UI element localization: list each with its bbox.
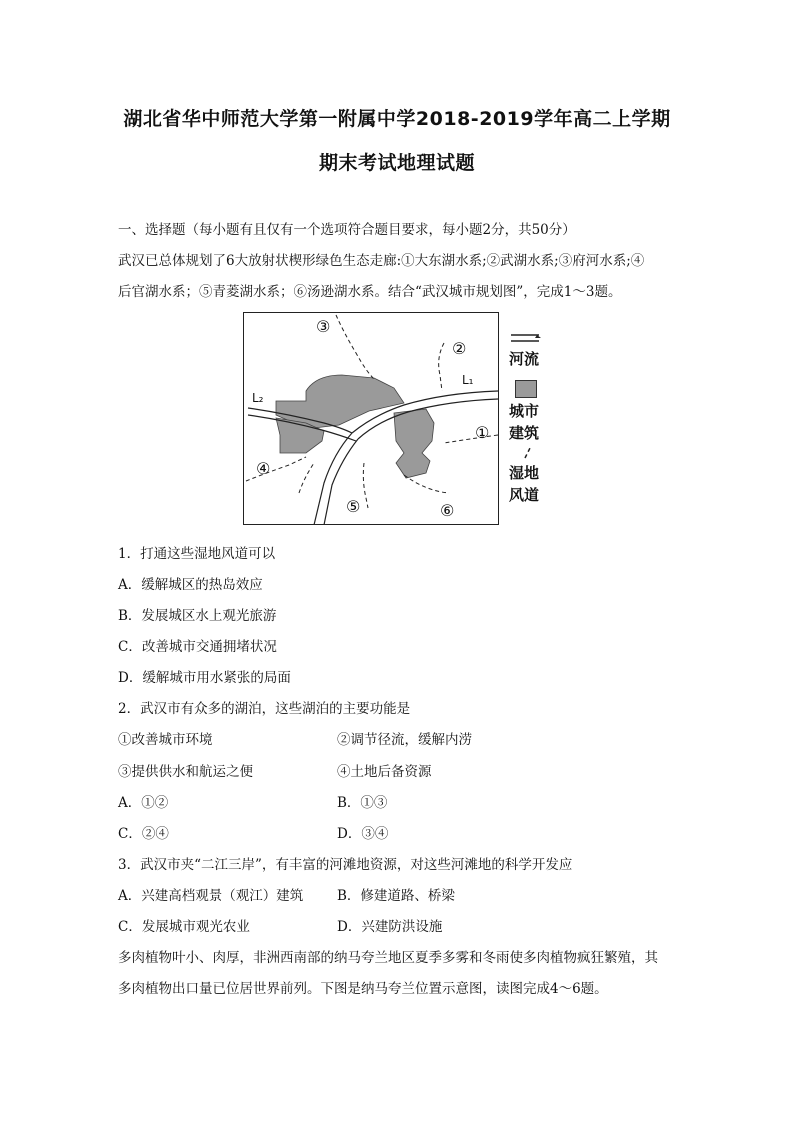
river-label-l2: L₂ bbox=[252, 391, 264, 405]
wuhan-planning-map bbox=[243, 312, 499, 525]
q3-option-b: B．修建道路、桥梁 bbox=[337, 888, 455, 904]
marker-3: ③ bbox=[316, 317, 331, 336]
marker-5: ⑤ bbox=[346, 497, 361, 516]
q2-option-a: A．①② bbox=[118, 795, 169, 811]
q1-option-d: D．缓解城市用水紧张的局面 bbox=[118, 670, 291, 686]
q2-option-c: C．②④ bbox=[118, 826, 169, 842]
city-area-east bbox=[394, 409, 434, 478]
q2-item-2: ②调节径流，缓解内涝 bbox=[337, 732, 472, 748]
legend-corridor-label-1: 湿地 bbox=[509, 464, 540, 482]
passage1-line2: 后官湖水系；⑤青菱湖水系；⑥汤逊湖水系。结合“武汉城市规划图”，完成1～3题。 bbox=[118, 284, 622, 300]
corridor-4b bbox=[299, 463, 314, 493]
q2-option-d: D．③④ bbox=[337, 826, 389, 842]
q1-option-c: C．改善城市交通拥堵状况 bbox=[118, 639, 277, 655]
q1-option-b: B．发展城区水上观光旅游 bbox=[118, 608, 277, 624]
river-label-l1: L₁ bbox=[462, 373, 474, 387]
marker-2: ② bbox=[452, 339, 467, 358]
legend-river-label: 河流 bbox=[509, 350, 540, 368]
legend-corridor-symbol bbox=[519, 444, 539, 460]
q1-stem: 1．打通这些湿地风道可以 bbox=[118, 546, 276, 562]
marker-6: ⑥ bbox=[440, 501, 455, 520]
q2-option-b: B．①③ bbox=[337, 795, 388, 811]
city-area-north bbox=[276, 375, 404, 428]
q3-option-d: D．兴建防洪设施 bbox=[337, 919, 443, 935]
q2-item-3: ③提供供水和航运之便 bbox=[118, 764, 253, 780]
corridor-6 bbox=[404, 475, 449, 493]
page-title-line1: 湖北省华中师范大学第一附属中学2018-2019学年高二上学期 bbox=[123, 108, 671, 130]
corridor-5 bbox=[363, 463, 368, 508]
section-heading: 一、选择题（每小题有且仅有一个选项符合题目要求，每小题2分，共50分） bbox=[118, 222, 576, 238]
q3-stem: 3．武汉市夹“二江三岸”，有丰富的河滩地资源，对这些河滩地的科学开发应 bbox=[118, 857, 573, 873]
passage2-line1: 多肉植物叶小、肉厚，非洲西南部的纳马夸兰地区夏季多雾和冬雨使多肉植物疯狂繁殖，其 bbox=[118, 950, 658, 966]
passage2-line2: 多肉植物出口量已位居世界前列。下图是纳马夸兰位置示意图，读图完成4～6题。 bbox=[118, 981, 608, 997]
q3-option-c: C．发展城市观光农业 bbox=[118, 919, 250, 935]
legend-city-label-1: 城市 bbox=[509, 402, 540, 420]
marker-4: ④ bbox=[256, 459, 271, 478]
corridor-2 bbox=[439, 343, 444, 391]
marker-1: ① bbox=[475, 423, 490, 442]
q2-item-4: ④土地后备资源 bbox=[337, 764, 432, 780]
legend-city-label-2: 建筑 bbox=[509, 424, 540, 442]
q1-option-a: A．缓解城区的热岛效应 bbox=[118, 577, 263, 593]
passage1-line1: 武汉已总体规划了6大放射状楔形绿色生态走廊:①大东湖水系;②武湖水系;③府河水系;④ bbox=[118, 253, 645, 269]
corridor-3 bbox=[336, 315, 374, 379]
legend-river-symbol bbox=[509, 330, 543, 350]
corridor-1 bbox=[444, 435, 498, 443]
q2-item-1: ①改善城市环境 bbox=[118, 732, 213, 748]
legend-corridor-label-2: 风道 bbox=[509, 486, 540, 504]
q3-option-a: A．兴建高档观景（观江）建筑 bbox=[118, 888, 304, 904]
legend-city-symbol bbox=[515, 380, 537, 398]
page-title-line2: 期末考试地理试题 bbox=[318, 152, 475, 174]
corridor-4 bbox=[246, 457, 306, 481]
q2-stem: 2．武汉市有众多的湖泊，这些湖泊的主要功能是 bbox=[118, 701, 411, 717]
